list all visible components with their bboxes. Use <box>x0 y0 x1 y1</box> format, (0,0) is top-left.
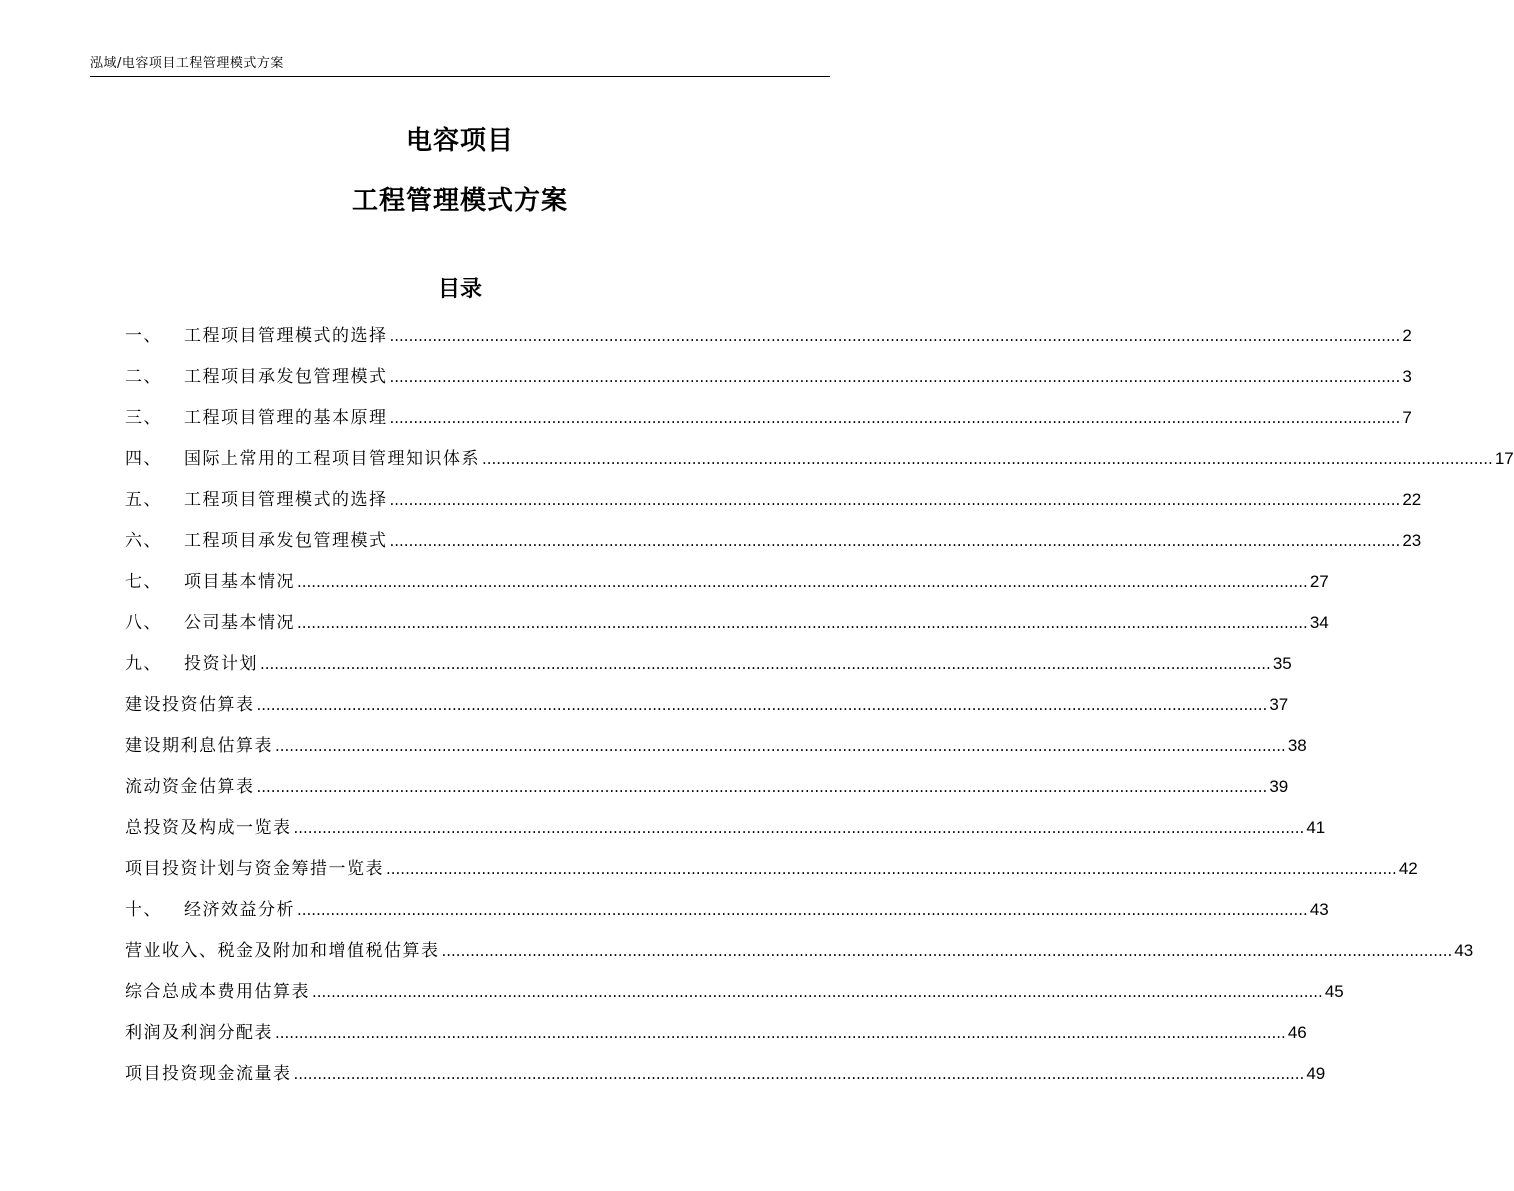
toc-entry-text: 项目投资计划与资金筹措一览表 <box>125 859 384 879</box>
toc-dot-leader: .................................................................................................................................................................................................................... <box>275 737 1286 755</box>
toc-entry-number: 七、 <box>125 572 162 592</box>
running-header: 泓域/电容项目工程管理模式方案 <box>90 52 830 77</box>
toc-entry-page-number: 45 <box>1324 982 1344 1001</box>
toc-entry-page-number: 43 <box>1309 900 1329 919</box>
toc-entry-text: 综合总成本费用估算表 <box>125 982 310 1002</box>
toc-dot-leader: .................................................................................................................................................................................................................... <box>256 696 1268 714</box>
toc-dot-leader: .................................................................................................................................................................................................................... <box>260 655 1271 673</box>
toc-entry[interactable] <box>125 568 1329 609</box>
toc-entry-text: 项目基本情况 <box>184 572 295 592</box>
toc-entry[interactable] <box>125 978 1344 1019</box>
toc-entry-page-number: 2 <box>1402 326 1412 345</box>
toc-entry-text: 营业收入、税金及附加和增值税估算表 <box>125 941 440 961</box>
toc-entry-page-number: 7 <box>1402 408 1412 427</box>
toc-entry[interactable] <box>125 650 1292 691</box>
toc-entry-title <box>125 1019 273 1047</box>
table-of-contents <box>125 322 1514 1101</box>
toc-entry-text: 总投资及构成一览表 <box>125 818 292 838</box>
toc-entry-text: 利润及利润分配表 <box>125 1023 273 1043</box>
toc-entry-page-number: 41 <box>1306 818 1326 837</box>
toc-entry-page-number: 34 <box>1309 613 1329 632</box>
toc-dot-leader: .................................................................................................................................................................................................................... <box>389 368 1401 386</box>
toc-entry-number: 四、 <box>125 449 162 469</box>
toc-entry-page-number: 37 <box>1269 695 1289 714</box>
toc-entry-page-number: 3 <box>1402 367 1412 386</box>
toc-entry[interactable] <box>125 896 1329 937</box>
toc-entry-text: 投资计划 <box>184 654 258 674</box>
toc-dot-leader: .................................................................................................................................................................................................................... <box>389 327 1401 345</box>
toc-entry-number: 八、 <box>125 613 162 633</box>
toc-dot-leader: .................................................................................................................................................................................................................... <box>297 901 1308 919</box>
toc-entry-page-number: 39 <box>1269 777 1289 796</box>
toc-dot-leader: .................................................................................................................................................................................................................... <box>297 614 1308 632</box>
toc-entry[interactable] <box>125 527 1422 568</box>
toc-dot-leader: .................................................................................................................................................................................................................... <box>293 819 1305 837</box>
toc-entry-page-number: 46 <box>1287 1023 1307 1042</box>
toc-entry[interactable] <box>125 855 1418 896</box>
toc-entry[interactable] <box>125 486 1422 527</box>
toc-dot-leader: .................................................................................................................................................................................................................... <box>386 860 1397 878</box>
toc-entry-number: 五、 <box>125 490 162 510</box>
toc-entry-title <box>125 773 255 801</box>
toc-entry[interactable] <box>125 1019 1307 1060</box>
toc-dot-leader: .................................................................................................................................................................................................................... <box>389 532 1401 550</box>
toc-dot-leader: .................................................................................................................................................................................................................... <box>275 1024 1286 1042</box>
toc-entry-title <box>125 404 388 432</box>
toc-entry-text: 工程项目管理的基本原理 <box>184 408 388 428</box>
toc-entry-title <box>125 732 273 760</box>
toc-entry-text: 工程项目管理模式的选择 <box>184 326 388 346</box>
toc-entry-title <box>125 445 480 473</box>
toc-entry-title <box>125 609 295 637</box>
toc-entry-number: 六、 <box>125 531 162 551</box>
document-title-line-1: 电容项目 <box>405 126 514 156</box>
toc-entry[interactable] <box>125 609 1329 650</box>
toc-entry-title <box>125 1060 292 1088</box>
toc-dot-leader: .................................................................................................................................................................................................................... <box>389 409 1401 427</box>
toc-entry-text: 工程项目承发包管理模式 <box>184 367 388 387</box>
toc-entry-page-number: 49 <box>1306 1064 1326 1083</box>
toc-entry-text: 经济效益分析 <box>184 900 295 920</box>
toc-entry-text: 流动资金估算表 <box>125 777 255 797</box>
toc-entry-title <box>125 978 310 1006</box>
toc-entry-title <box>125 691 255 719</box>
toc-entry-number: 九、 <box>125 654 162 674</box>
toc-entry-title <box>125 568 295 596</box>
toc-entry-title <box>125 937 440 965</box>
toc-entry[interactable] <box>125 691 1289 732</box>
toc-entry[interactable] <box>125 322 1412 363</box>
toc-entry-text: 建设投资估算表 <box>125 695 255 715</box>
toc-entry[interactable] <box>125 445 1514 486</box>
toc-entry-text: 国际上常用的工程项目管理知识体系 <box>184 449 480 469</box>
toc-entry[interactable] <box>125 363 1412 404</box>
toc-entry-text: 公司基本情况 <box>184 613 295 633</box>
toc-entry-page-number: 38 <box>1287 736 1307 755</box>
toc-entry-title <box>125 527 388 555</box>
toc-dot-leader: .................................................................................................................................................................................................................... <box>482 450 1493 468</box>
toc-entry-title <box>125 363 388 391</box>
toc-dot-leader: .................................................................................................................................................................................................................... <box>293 1065 1305 1083</box>
toc-dot-leader: .................................................................................................................................................................................................................... <box>389 491 1401 509</box>
toc-entry-text: 项目投资现金流量表 <box>125 1064 292 1084</box>
toc-entry[interactable] <box>125 937 1474 978</box>
toc-entry-page-number: 22 <box>1402 490 1422 509</box>
toc-entry-page-number: 23 <box>1402 531 1422 550</box>
toc-entry-title <box>125 322 388 350</box>
toc-entry-title <box>125 855 384 883</box>
toc-entry-number: 一、 <box>125 326 162 346</box>
toc-entry-title <box>125 814 292 842</box>
toc-entry-text: 工程项目管理模式的选择 <box>184 490 388 510</box>
toc-dot-leader: .................................................................................................................................................................................................................... <box>441 942 1453 960</box>
toc-entry-title <box>125 650 258 678</box>
toc-entry-page-number: 42 <box>1398 859 1418 878</box>
toc-dot-leader: .................................................................................................................................................................................................................... <box>312 983 1323 1001</box>
toc-entry[interactable] <box>125 773 1289 814</box>
toc-entry-title <box>125 486 388 514</box>
toc-entry[interactable] <box>125 1060 1326 1101</box>
toc-entry-page-number: 17 <box>1494 449 1514 468</box>
toc-entry[interactable] <box>125 732 1307 773</box>
toc-entry-text: 工程项目承发包管理模式 <box>184 531 388 551</box>
toc-entry-page-number: 27 <box>1309 572 1329 591</box>
toc-entry-number: 二、 <box>125 367 162 387</box>
toc-dot-leader: .................................................................................................................................................................................................................... <box>256 778 1268 796</box>
toc-entry-number: 三、 <box>125 408 162 428</box>
toc-entry-page-number: 35 <box>1272 654 1292 673</box>
toc-entry[interactable] <box>125 404 1412 445</box>
toc-entry-title <box>125 896 295 924</box>
toc-entry[interactable] <box>125 814 1326 855</box>
toc-heading: 目录 <box>437 277 482 302</box>
toc-entry-text: 建设期利息估算表 <box>125 736 273 756</box>
toc-entry-number: 十、 <box>125 900 162 920</box>
document-title-line-2: 工程管理模式方案 <box>351 186 568 216</box>
toc-dot-leader: .................................................................................................................................................................................................................... <box>297 573 1308 591</box>
toc-entry-page-number: 43 <box>1454 941 1474 960</box>
